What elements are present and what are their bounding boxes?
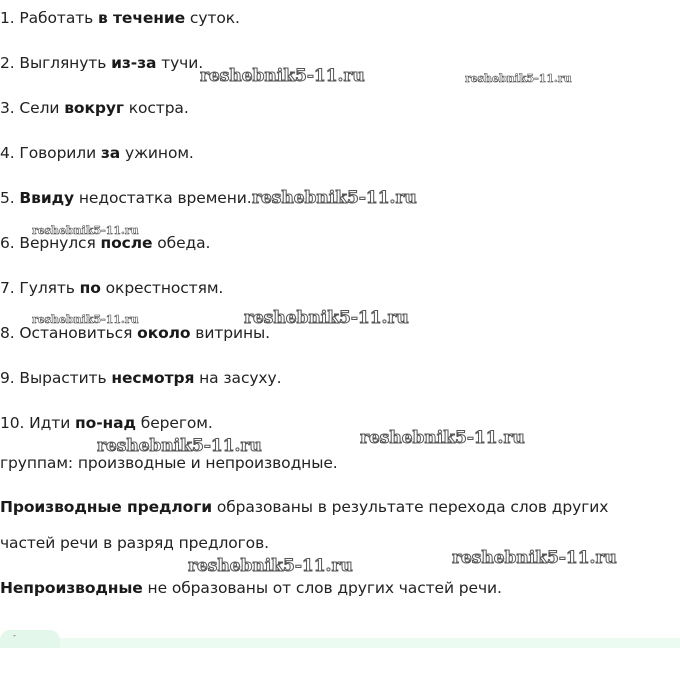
paragraph-derived-line: Производные предлоги образованы в результате перехода слов других [0,498,609,516]
list-item: 10. Идти по-над берегом. [0,414,213,432]
paragraph-groups-line: группам: производные и непроизводные. [0,454,338,472]
watermark: reshebnik5-11.ru [200,66,365,86]
bottom-bar [0,638,680,648]
paragraph-nonderived-line: Непроизводные не образованы от слов других частей речи. [0,579,502,597]
watermark: reshebnik5-11.ru [188,556,353,576]
watermark: reshebnik5-11.ru [244,308,409,328]
list-item: 1. Работать в течение суток. [0,9,240,27]
watermark: reshebnik5-11.ru [252,188,417,208]
list-item: 8. Остановиться около витрины. [0,324,270,342]
watermark: reshebnik5-11.ru [360,428,525,448]
list-item: 5. Ввиду недостатка времени. [0,189,252,207]
list-item: 2. Выглянуть из-за тучи. [0,54,204,72]
list-item: 4. Говорили за ужином. [0,144,194,162]
bottom-tab[interactable] [0,630,60,648]
watermark: reshebnik5-11.ru [32,224,139,237]
watermark: reshebnik5-11.ru [465,72,572,85]
list-item: 6. Вернулся после обеда. [0,234,211,252]
list-item: 9. Вырастить несмотря на засуху. [0,369,282,387]
watermark: reshebnik5-11.ru [452,548,617,568]
paragraph-derived-line-2: частей речи в разряд предлогов. [0,534,269,552]
bottom-tab-label: - [13,631,16,640]
watermark: reshebnik5-11.ru [97,436,262,456]
list-item: 7. Гулять по окрестностям. [0,279,224,297]
watermark: reshebnik5-11.ru [32,313,139,326]
list-item: 3. Сели вокруг костра. [0,99,189,117]
